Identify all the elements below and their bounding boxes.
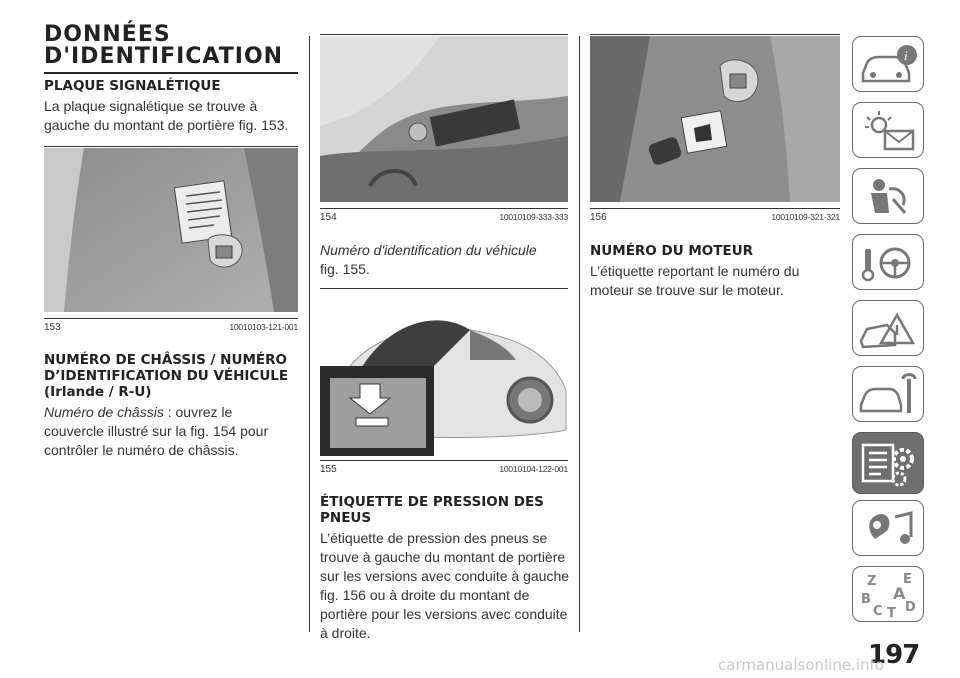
music-navigation-icon [853,501,925,557]
chassis-heading-1: NUMÉRO DE CHÂSSIS / NUMÉRO [44,352,287,368]
figure-number: 154 [320,212,337,223]
nav-tab-car-info[interactable] [852,36,924,92]
chassis-text-2: couvercle illustré sur la fig. 154 pour [44,423,269,439]
nav-tab-starting-driving[interactable] [852,234,924,290]
tyre-heading-2: PNEUS [320,510,372,526]
top-rule-3 [590,34,840,35]
nav-tab-multimedia[interactable] [852,500,924,556]
page-number: 197 [868,640,920,670]
door-pillar-photo [44,148,298,312]
list-gear-icon [853,433,925,495]
index-letter: Z [867,574,877,589]
column-rule-2 [579,36,580,632]
car-crash-warning-icon [853,301,925,357]
chassis-text-1 [44,402,232,422]
tyre-text-6: à droite. [320,625,371,641]
engine-heading: NUMÉRO DU MOTEUR [590,243,754,259]
chassis-text-1-rest: : ouvrez le [163,404,233,420]
section-title-line-1: DONNÉES [44,22,171,47]
figure-code: 10010109-321-321 [771,212,840,222]
nav-tab-technical-data[interactable] [852,432,924,494]
figure-code: 10010103-121-001 [229,322,298,332]
chassis-heading-2: D’IDENTIFICATION DU VÉHICULE [44,368,289,384]
chassis-heading-3: (Irlande / R-U) [44,384,152,400]
figure-154-image [320,36,568,202]
figure-156-image [590,36,840,202]
chassis-text-3: contrôler le numéro de châssis. [44,442,239,458]
figure-number: 153 [44,322,61,333]
tyre-text-2: trouve à gauche du montant de portière [320,549,566,565]
nav-tab-maintenance[interactable] [852,366,924,422]
nav-tab-index[interactable] [852,566,924,622]
index-letter: C [873,604,883,619]
car-info-icon [853,37,925,93]
figure-code: 10010104-122-001 [499,464,568,474]
engine-text-2: moteur se trouve sur le moteur. [590,282,784,298]
tyre-text-5: portière pour les versions avec conduite [320,606,568,622]
section-title [44,24,298,74]
figure-155-image [320,290,568,456]
figure-number: 155 [320,464,337,475]
plate-text-2: gauche du montant de portière fig. 153. [44,117,289,133]
top-rule-2 [320,34,568,35]
warning-lights-mail-icon [853,103,925,159]
car-wrench-icon [853,367,925,423]
plate-text-1: La plaque signalétique se trouve à [44,98,258,114]
figure-154-caption [320,208,568,223]
divider [320,288,568,289]
figure-156-caption [590,208,840,223]
engine-text-1: L’étiquette reportant le numéro du [590,263,800,279]
index-letter: B [861,592,871,607]
index-letter: D [905,600,916,615]
nav-tab-emergency[interactable] [852,300,924,356]
figure-number: 156 [590,212,607,223]
floor-cover-photo [320,36,568,202]
chassis-italic: Numéro de châssis [44,404,164,420]
tyre-text-3: sur les versions avec conduite à gauche [320,568,570,584]
figure-153-image [44,148,298,312]
tyre-text-1: L’étiquette de pression des pneus se [320,530,548,546]
figure-153-caption [44,318,298,333]
figure-code: 10010109-333-333 [499,212,568,222]
nav-tab-safety[interactable] [852,168,924,224]
divider [44,146,298,147]
vin-text: fig. 155. [320,261,370,277]
watermark: carmanualsonline.info [718,656,884,674]
key-steering-wheel-icon [853,235,925,291]
index-letter: A [893,584,906,603]
car-windshield-photo [320,290,568,456]
alphabet-index-icon [853,567,925,623]
plate-heading: PLAQUE SIGNALÉTIQUE [44,78,221,94]
airbag-seat-icon [853,169,925,225]
vin-italic: Numéro d'identification du véhicule [320,242,537,258]
door-latch-photo [590,36,840,202]
section-title-line-2: D'IDENTIFICATION [44,44,284,69]
svg-text:i: i [904,48,908,63]
index-letter: T [887,606,896,621]
nav-tab-warning-lights[interactable] [852,102,924,158]
index-letter: E [903,572,912,587]
column-rule-1 [309,36,310,632]
tyre-text-4: fig. 156 ou à droite du montant de [320,587,530,603]
tyre-heading-1: ÉTIQUETTE DE PRESSION DES [320,494,544,510]
figure-155-caption [320,460,568,475]
